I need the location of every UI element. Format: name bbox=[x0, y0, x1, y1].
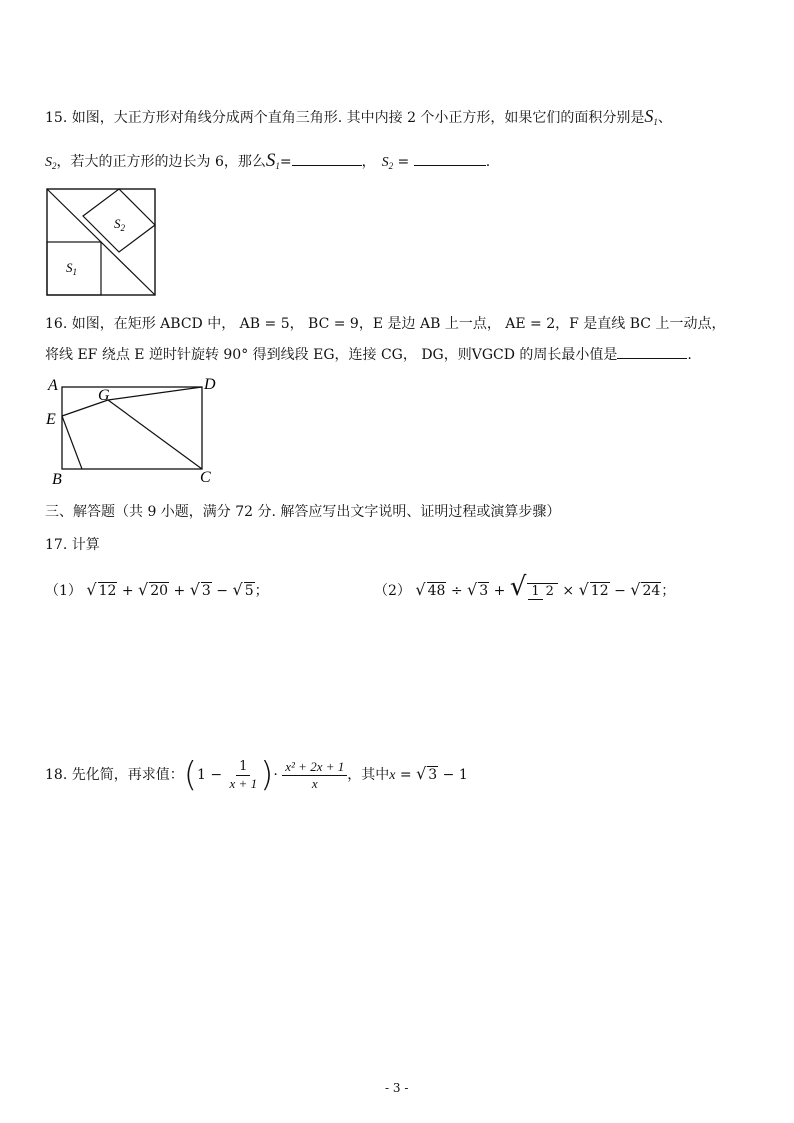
fig-s2-label: $S_2$ bbox=[114, 216, 125, 233]
label-b: B bbox=[52, 471, 62, 488]
q18-dot: · bbox=[273, 767, 278, 783]
q17-p1-r3: 3 bbox=[201, 583, 211, 599]
q16-text-2: 将线 EF 绕点 E 逆时针旋转 90° 得到线段 EG，连接 CG， DG，则VGCD 的周长最小值是 bbox=[45, 347, 618, 363]
q17-p2-minus: − bbox=[614, 583, 626, 599]
page-number: - 3 - bbox=[385, 1081, 409, 1095]
q15-s1-symbol: $S_1$ bbox=[644, 106, 658, 127]
q18-suffix: ，其中 bbox=[347, 767, 390, 783]
q17-part1: （1） √ 12 + √ 20 + √ 3 − √ 5； bbox=[45, 580, 269, 599]
q17-p1-op1: + bbox=[121, 583, 134, 599]
q15-s2-symbol: $S_2$ bbox=[45, 155, 57, 171]
label-e: E bbox=[46, 411, 56, 428]
fig-s1-label: $S_1$ bbox=[66, 260, 77, 277]
q16-answer-blank[interactable] bbox=[617, 344, 687, 359]
q15-eq-1: = bbox=[279, 154, 292, 170]
q18-fraction-2: $\frac{\text{x² + 2x + 1}}{x}$ bbox=[282, 759, 347, 792]
q17-p2-r3: 12 bbox=[590, 583, 609, 599]
q15-s2-answer-label: $S_2$ bbox=[381, 155, 394, 171]
q17-title: 17. 计算 bbox=[45, 537, 100, 553]
q15-text-2: ，若大的正方形的边长为 6，那么 bbox=[56, 154, 266, 170]
q18-line: 18. 先化简，再求值：(1 − $\frac{1}{x + 1}$ )· $\frac{\text{x² + 2x + 1}}{x}$ ，其中x = √ 3 − 1 bbox=[45, 755, 468, 795]
q15-eq-2: = bbox=[393, 154, 414, 170]
q15-line2 bbox=[45, 150, 490, 172]
q17-p2-label: （2） bbox=[374, 583, 411, 599]
q17-p1-r4: 5 bbox=[244, 583, 254, 599]
q17-p2-r4: 24 bbox=[642, 583, 661, 599]
q15-comma: ， bbox=[361, 154, 376, 170]
q16-line1: 16. 如图，在矩形 ABCD 中， AB = 5， BC = 9，E 是边 AB 上一点， AE = 2，F 是直线 BC 上一动点， bbox=[45, 316, 726, 332]
q15-answer-blank-s2[interactable] bbox=[414, 151, 486, 166]
q15-line1 bbox=[45, 106, 672, 127]
q16-line2 bbox=[45, 344, 692, 364]
label-g: G bbox=[98, 387, 110, 404]
q15-sep: 、 bbox=[657, 110, 672, 126]
q17-p1-end: ； bbox=[254, 583, 269, 599]
q17-p2-div: ÷ bbox=[450, 583, 463, 599]
q18-cond-radicand: 3 bbox=[428, 767, 438, 783]
q17-part2: （2） √ 48 ÷ √ 3 + √ 1 2 × √ 12 − √ 24； bbox=[374, 572, 676, 602]
q15-s1-answer-label: $S_1$ bbox=[265, 150, 280, 171]
q17-p1-r2: 20 bbox=[150, 583, 169, 599]
q15-figure bbox=[44, 186, 158, 298]
q17-p2-end: ； bbox=[661, 583, 676, 599]
q17-p2-times: × bbox=[562, 583, 575, 599]
q17-p2-r1: 48 bbox=[427, 583, 446, 599]
q17-p1-r1: 12 bbox=[98, 583, 117, 599]
q15-text-1: 15. 如图，大正方形对角线分成两个直角三角形. 其中内接 2 个小正方形，如果它们的面积分别是 bbox=[45, 110, 645, 126]
q15-answer-blank-s1[interactable] bbox=[292, 151, 362, 166]
q17-p1-label: （1） bbox=[45, 583, 82, 599]
q16-end: . bbox=[687, 347, 692, 363]
label-d: D bbox=[204, 376, 216, 393]
q17-p2-plus: + bbox=[493, 583, 506, 599]
q17-p1-op3: − bbox=[216, 583, 229, 599]
label-c: C bbox=[200, 469, 211, 486]
q15-end: . bbox=[485, 154, 491, 170]
section-3-heading: 三、解答题（共 9 小题，满分 72 分. 解答应写出文字说明、证明过程或演算步骤） bbox=[45, 504, 561, 520]
q17-p2-fraction: 1 2 bbox=[527, 583, 558, 600]
q16-figure bbox=[42, 372, 222, 490]
label-a: A bbox=[48, 377, 58, 394]
q17-p2-r2: 3 bbox=[479, 583, 489, 599]
q18-cond-tail: − 1 bbox=[438, 767, 468, 783]
q17-p1-op2: + bbox=[173, 583, 186, 599]
q18-fraction-1: $\frac{1}{x + 1}$ bbox=[229, 758, 258, 791]
q18-prefix: 18. 先化简，再求值： bbox=[45, 767, 184, 783]
q18-one: 1 − bbox=[196, 767, 223, 783]
q18-cond-x: x bbox=[389, 768, 396, 783]
q18-cond-eq: = bbox=[395, 767, 417, 783]
